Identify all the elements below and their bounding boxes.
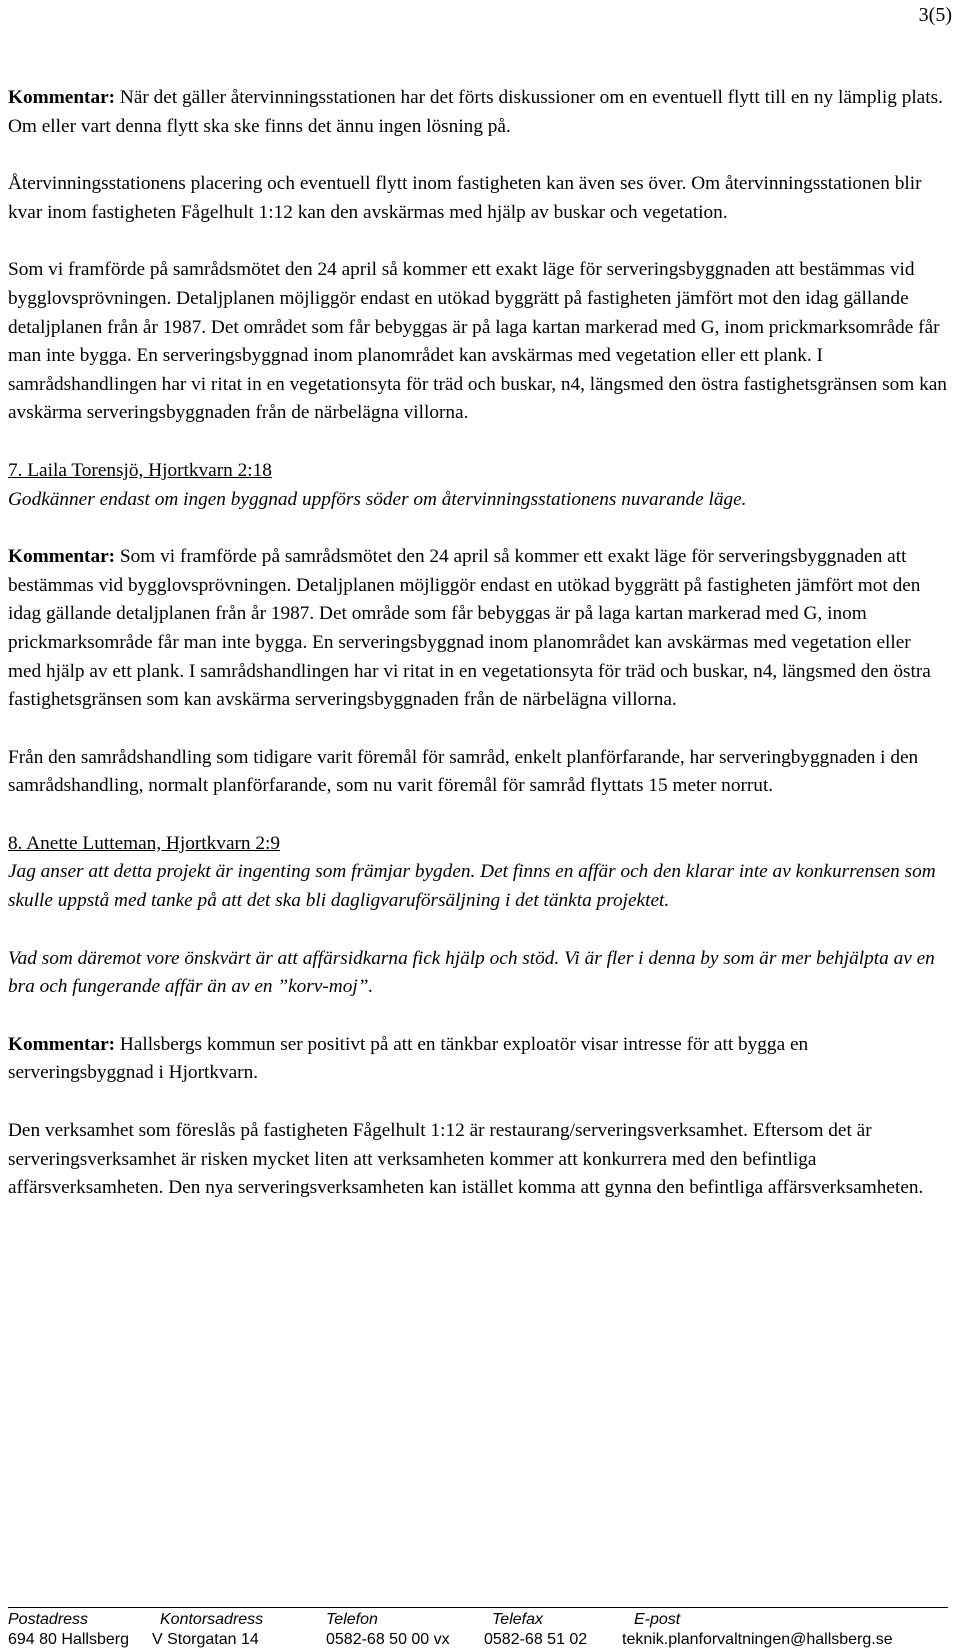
footer-postadress: 694 80 Hallsberg [8,1631,129,1648]
document-body [8,84,948,1232]
paragraph-text: När det gäller återvinningsstationen har det förts diskussioner om en eventuell flytt till en ny lämplig plats. Om eller vart denna flytt ska ske finns det ännu ingen lösning på. [8,87,943,137]
paragraph-recycling-placement: Återvinningsstationens placering och eventuell flytt inom fastigheten kan även ses över. Om återvinningsstationen blir kvar inom fastigheten Fågelhult 1:12 kan den avskärmas med hjälp av buskar och vegetation. [8,173,922,223]
comment-label: Kommentar: [8,87,116,108]
section-8-quote-2: Vad som däremot vore önskvärt är att affärsidkarna fick hjälp och stöd. Vi är fler i denna by som är mer behjälpta av en bra och fungerande affär än av en ”korv-moj”. [8,947,935,998]
paragraph-consultation-meeting: Som vi framförde på samrådsmötet den 24 april så kommer ett exakt läge för serveringsbyggnaden att bestämmas vid bygglovsprövningen. Detaljplanen möjliggör endast en utökad byggrätt på fastigheten jämfört mot den idag gällande detaljplanen från år 1987. Det området som får bebyggas är på laga kartan markerad med G, inom prickmarksområde får man inte bygga. En serveringsbyggnad inom planområdet kan avskärmas med vegetation eller ett plank. I samrådshandlingen har vi ritat in en vegetationsyta för träd och buskar, n4, längsmed den östra fastighetsgränsen som kan avskärma serveringsbyggnaden från de närbelägna villorna. [8,259,947,424]
page-footer [8,1610,948,1650]
footer-kontorsadress: V Storgatan 14 [152,1631,259,1648]
footer-value-row [8,1630,948,1650]
footer-telefax: 0582-68 51 02 [484,1631,588,1648]
section-heading-8: 8. Anette Lutteman, Hjortkvarn 2:9 [8,832,281,854]
footer-header-epost: E-post [634,1611,681,1628]
comment-label: Kommentar: [8,546,116,568]
paragraph-comment-8 [8,1031,948,1088]
section-heading-7: 7. Laila Torensjö, Hjortkvarn 2:18 [8,459,272,481]
footer-divider [8,1607,948,1608]
paragraph-text: Hallsbergs kommun ser positivt på att en tänkbar exploatör visar intresse för att bygga en serveringsbyggnad i Hjortkvarn. [8,1033,809,1084]
page-number: 3(5) [918,4,952,26]
paragraph-business-activity: Den verksamhet som föreslås på fastigheten Fågelhult 1:12 är restaurang/serveringsverksamhet. Eftersom det är serveringsverksamhet är risken mycket liten att verksamheten kommer att konkurrera med den befintliga affärsverksamheten. Den nya serveringsverksamheten kan istället komma att gynna den befintliga affärsverksamheten. [8,1120,924,1199]
paragraph-text: Som vi framförde på samrådsmötet den 24 april så kommer ett exakt läge för serveringsbyggnaden att bestämmas vid bygglovsprövningen. Detaljplanen möjliggör endast en utökad byggrätt på fastigheten jämfört mot den idag gällande detaljplanen från år 1987. Det område som får bebyggas är på laga kartan markerad med G, inom prickmarksområde får man inte bygga. En serveringsbyggnad inom planområdet kan avskärmas med vegetation eller med hjälp av ett plank. I samrådshandlingen har vi ritat in en vegetationsyta för träd och buskar, n4, längsmed den östra fastighetsgränsen som kan avskärma serveringsbyggnaden från de närbelägna villorna. [8,546,931,711]
section-7-quote: Godkänner endast om ingen byggnad uppförs söder om återvinningsstationens nuvarande läge. [8,488,747,510]
footer-header-kontorsadress: Kontorsadress [160,1611,264,1628]
footer-epost: teknik.planforvaltningen@hallsberg.se [622,1631,893,1648]
paragraph-comment-7 [8,543,948,715]
comment-label: Kommentar: [8,1033,116,1055]
footer-header-telefax: Telefax [492,1611,543,1628]
footer-header-telefon: Telefon [326,1611,378,1628]
section-8-quote-1: Jag anser att detta projekt är ingenting som främjar bygden. Det finns en affär och den klarar inte av konkurrensen som skulle uppstå med tanke på att det ska bli dagligvaruförsäljning i det tänkta projektet. [8,861,936,912]
footer-header-postadress: Postadress [8,1611,89,1628]
footer-header-row [8,1610,948,1630]
footer-telefon: 0582-68 50 00 vx [326,1631,450,1648]
paragraph-relocation: Från den samrådshandling som tidigare varit föremål för samråd, enkelt planförfarande, har serveringbyggnaden i den samrådshandling, normalt planförfarande, som nu varit föremål för samråd flyttats 15 meter norrut. [8,746,919,797]
paragraph-comment-recycling [8,84,948,141]
